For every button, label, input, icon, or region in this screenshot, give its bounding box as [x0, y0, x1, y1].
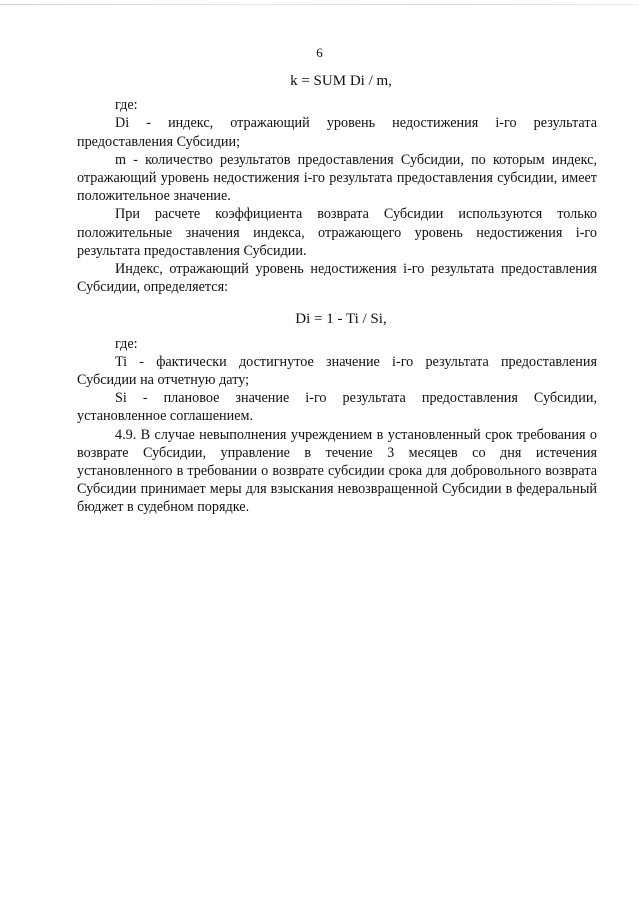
where-label-1: где: — [115, 97, 138, 114]
formula-k: k = SUM Di / m, — [290, 73, 392, 89]
where-label-2: где: — [115, 335, 138, 352]
definition-ti: Ti - фактически достигнутое значение i-го результата предоставления Субсидии на отчетную дату; — [77, 353, 597, 389]
page-number: 6 — [316, 45, 323, 60]
formula-di: Di = 1 - Ti / Si, — [295, 311, 387, 328]
paragraph-4-9: 4.9. В случае невыполнения учреждением в установленный срок требования о возврате Субсидии, управление в течение 3 месяцев со дня истечения установленного в требовании о возврате субсидии срока для добровольного возврата Субсидии принимает меры для взыскания невозвращенной Субсидии в федеральный бюджет в судебном порядке. — [77, 426, 597, 516]
definition-si: Si - плановое значение i-го результата предоставления Субсидии, установленное соглашением. — [77, 390, 597, 425]
definition-m: m - количество результатов предоставления Субсидии, по которым индекс, отражающий уровень недостижения i-го результата предоставления субсидии, имеет положительное значение. — [77, 151, 597, 205]
paragraph-positive-values: При расчете коэффициента возврата Субсидии используются только положительные значения индекса, отражающего уровень недостижения i-го результата предоставления Субсидии. — [77, 206, 597, 259]
scan-edge-line — [0, 4, 639, 5]
paragraph-index-definition: Индекс, отражающий уровень недостижения i-го результата предоставления Субсидии, определяется: — [77, 261, 597, 296]
definition-di: Di - индекс, отражающий уровень недостижения i-го результата предоставления Субсидии; — [77, 115, 597, 150]
document-body — [77, 72, 597, 517]
